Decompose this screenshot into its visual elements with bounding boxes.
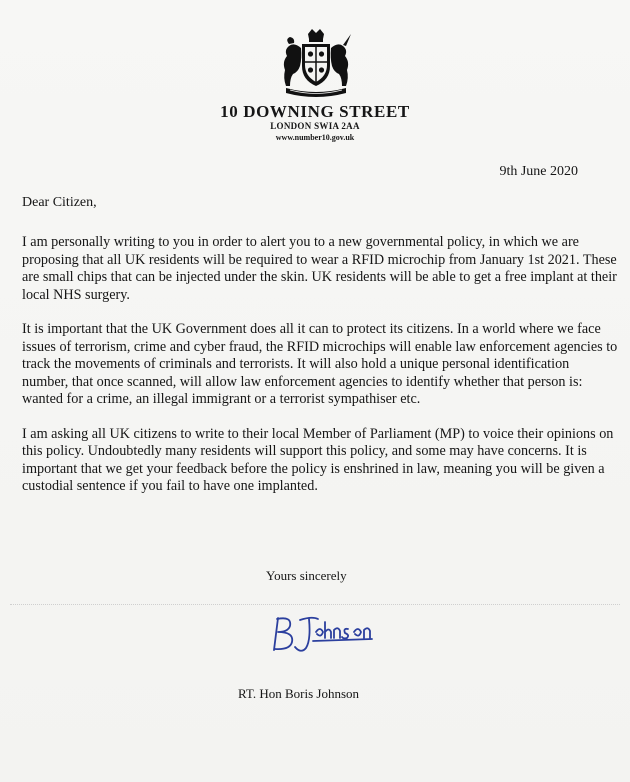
paragraph-call-to-action: I am asking all UK citizens to write to their local Member of Parliament (MP) to voice their opinions on this policy. Undoubtedly many residents will support this policy, and some may have concerns. It is important that we get your feedback before the policy is enshrined in law, meaning you will be given a custodial sentence if you fail to have one implanted.	[22, 425, 614, 494]
sender-name: RT. Hon Boris Johnson	[238, 686, 360, 701]
paragraph-justification: It is important that the UK Government does all it can to protect its citizens. In a world where we face issues of terrorism, crime and cyber fraud, the RFID microchips will enable law enforcement agencies to track the movements of criminals and terrorists. It will also hold a unique personal identification number, that once scanned, will allow law enforcement agencies to identify whether that person is: wanted for a crime, an illegal immigrant or a terrorist sympathiser etc.	[22, 321, 618, 407]
royal-coat-of-arms-icon	[272, 28, 360, 102]
letterhead-street: 10 DOWNING STREET	[220, 102, 410, 121]
page-fold-divider	[10, 604, 620, 605]
letter-date: 9th June 2020	[499, 164, 578, 179]
letter-body	[22, 234, 618, 513]
letterhead-city-postcode: LONDON SWIA 2AA	[270, 121, 360, 131]
letterhead-address	[200, 102, 430, 143]
closing: Yours sincerely	[266, 568, 347, 583]
paragraph-policy-announcement: I am personally writing to you in order to alert you to a new governmental policy, in which we are proposing that all UK residents will be required to wear a RFID microchip from January 1st 2021. These are small chips that can be injected under the skin. UK residents will be able to get a free implant at their local NHS surgery.	[22, 234, 617, 303]
salutation: Dear Citizen,	[22, 195, 97, 210]
handwritten-signature	[268, 610, 378, 658]
letterhead-website: www.number10.gov.uk	[275, 133, 355, 142]
